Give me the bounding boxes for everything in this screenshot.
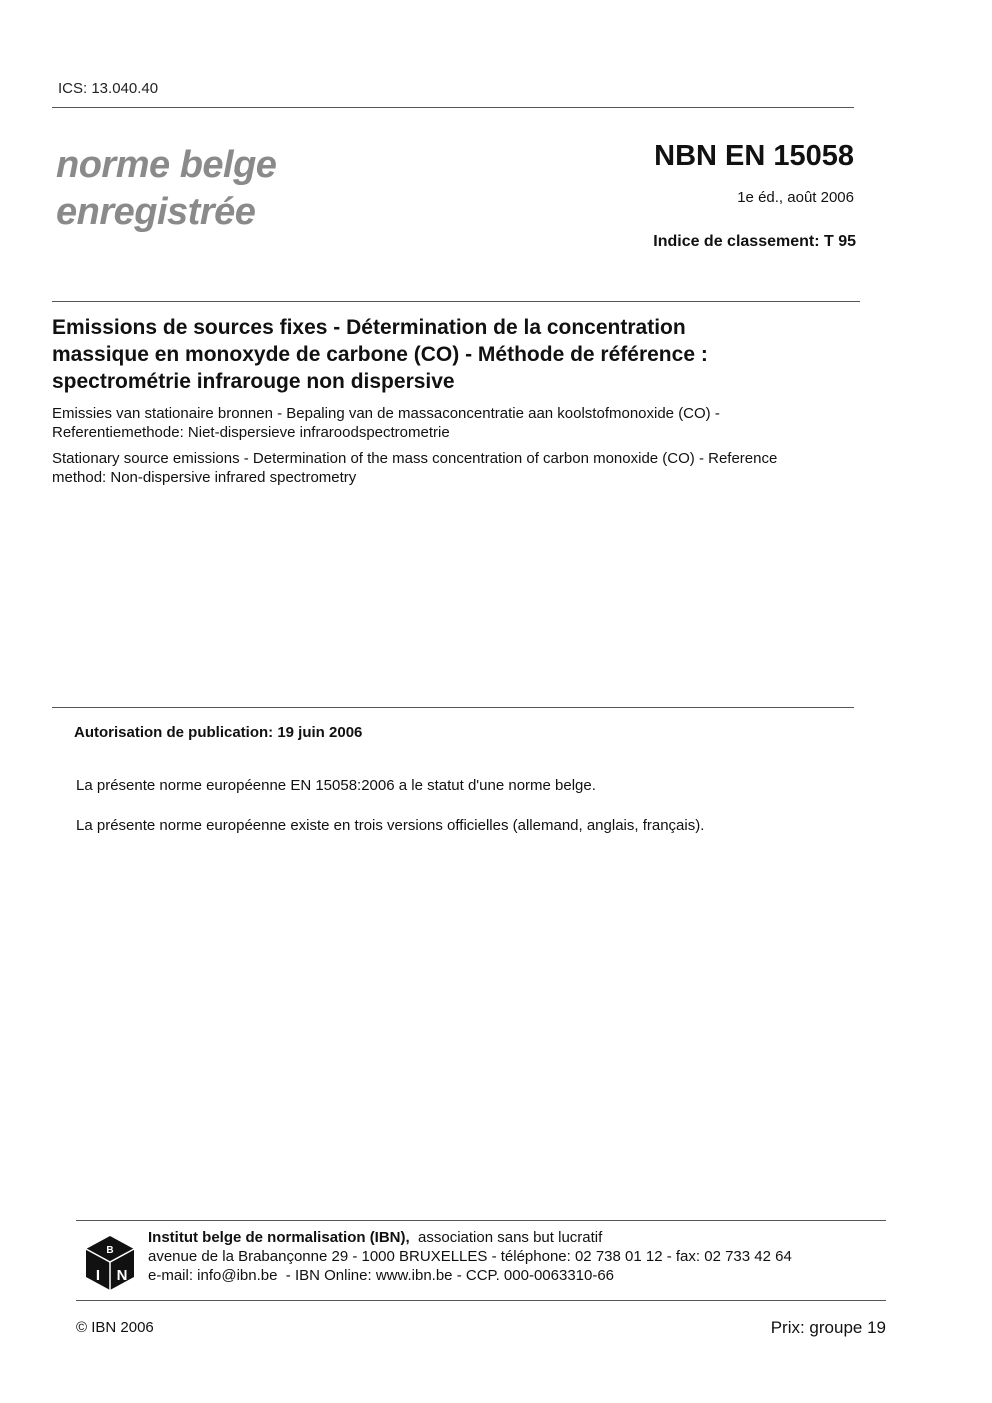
ibn-description: association sans but lucratif [418,1229,603,1246]
ibn-contact-block [148,1228,792,1285]
norme-belge-label [56,142,276,236]
ibn-address: avenue de la Brabançonne 29 - 1000 BRUXELLES - téléphone: 02 738 01 12 - fax: 02 733 42 64 [148,1248,792,1265]
title-fr-line-1: Emissions de sources fixes - Détermination de la concentration [52,316,686,339]
svg-text:B: B [106,1245,114,1256]
footer-top-rule [76,1220,886,1221]
footer-bottom-rule [76,1300,886,1301]
standard-number: NBN EN 15058 [654,140,854,172]
ics-code: ICS: 13.040.40 [58,80,159,97]
norme-line-1: norme belge [56,144,277,186]
publication-rule [52,707,854,708]
ibn-contact: e-mail: info@ibn.be - IBN Online: www.ibn.be - CCP. 000-0063310-66 [148,1267,615,1284]
top-rule [52,107,854,108]
title-en-line-2: method: Non-dispersive infrared spectrometry [52,469,357,486]
title-nl-line-1: Emissies van stationaire bronnen - Bepaling van de massaconcentratie aan koolstofmonoxide (CO) - [52,405,720,422]
title-fr-line-3: spectrométrie infrarouge non dispersive [52,370,455,393]
edition-date: 1e éd., août 2006 [737,189,854,206]
title-en-line-1: Stationary source emissions - Determination of the mass concentration of carbon monoxide (CO) - Reference [52,450,778,467]
ibn-logo-icon [84,1234,136,1292]
svg-text:N: N [116,1267,128,1284]
title-fr-line-2: massique en monoxyde de carbone (CO) - Méthode de référence : [52,343,708,366]
copyright: © IBN 2006 [76,1319,154,1336]
title-nl-line-2: Referentiemethode: Niet-dispersieve infraroodspectrometrie [52,424,450,441]
status-paragraph: La présente norme européenne EN 15058:2006 a le statut d'une norme belge. [76,777,596,794]
title-dutch [52,404,872,442]
ibn-name: Institut belge de normalisation (IBN), [148,1229,410,1246]
svg-text:I: I [95,1267,101,1284]
publication-authorisation: Autorisation de publication: 19 juin 2006 [74,724,363,741]
price-group: Prix: groupe 19 [770,1318,886,1337]
title-english [52,449,872,487]
norme-line-2: enregistrée [56,191,256,233]
versions-paragraph: La présente norme européenne existe en trois versions officielles (allemand, anglais, français). [76,817,705,834]
title-rule [52,301,860,302]
ibn-name-line [148,1228,792,1247]
title-french [52,314,872,395]
classement-index: Indice de classement: T 95 [653,233,856,250]
